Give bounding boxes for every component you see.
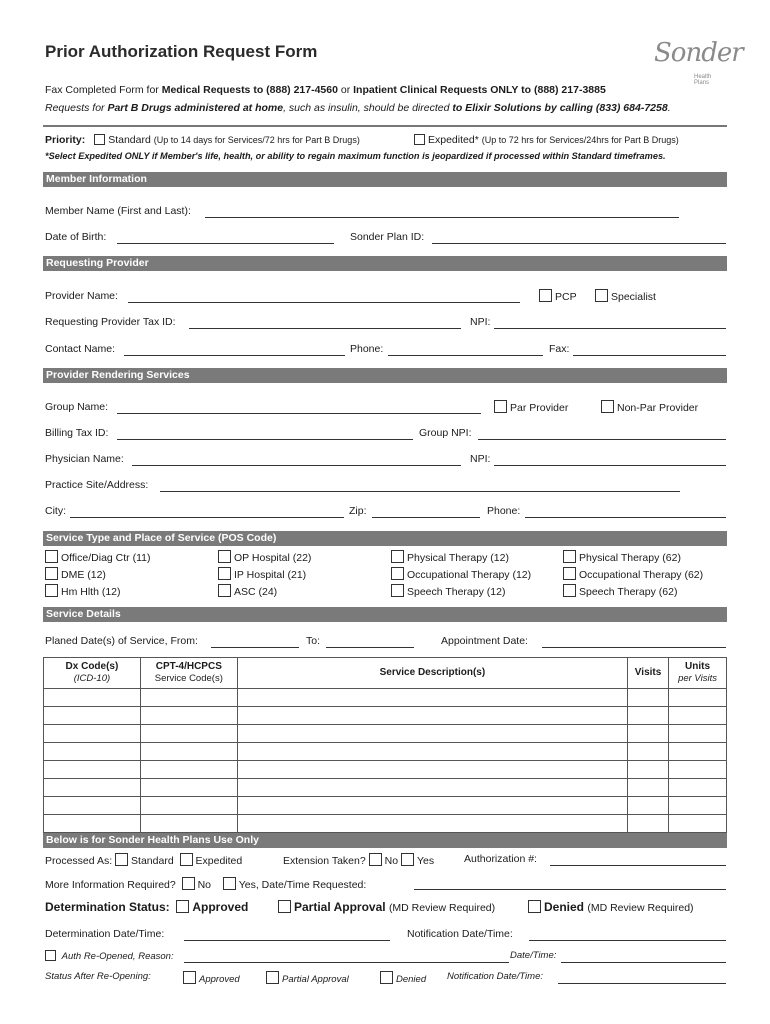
billing-tax-field[interactable]	[117, 427, 413, 440]
service-checkbox[interactable]	[218, 550, 231, 563]
reopen-partial-label: Partial Approval	[282, 974, 349, 985]
divider	[43, 125, 727, 127]
table-cell[interactable]	[669, 689, 727, 707]
fax-field[interactable]	[573, 343, 726, 356]
group-npi-field[interactable]	[478, 427, 726, 440]
reopened-checkbox[interactable]	[45, 950, 56, 961]
units-header	[669, 658, 727, 689]
service-checkbox[interactable]	[45, 550, 58, 563]
service-label: Physical Therapy (12)	[407, 552, 509, 564]
reopened-date-label: Date/Time:	[510, 950, 557, 961]
expedited-option	[414, 134, 679, 146]
status-after-label: Status After Re-Opening:	[45, 971, 151, 982]
service-col-1	[45, 550, 150, 601]
processed-standard-label: Standard	[131, 855, 174, 867]
fax-middle: or	[337, 84, 354, 96]
to-label: To:	[306, 635, 321, 647]
standard-label: Standard	[108, 134, 151, 146]
service-col-2	[218, 550, 311, 601]
service-label: ASC (24)	[234, 586, 278, 598]
more-info-row	[45, 877, 366, 891]
page-title: Prior Authorization Request Form	[45, 42, 318, 61]
specialist-checkbox[interactable]	[595, 289, 608, 302]
table-cell[interactable]	[669, 743, 727, 761]
service-label: Occupational Therapy (62)	[579, 569, 704, 581]
fax-prefix: Fax Completed Form for	[45, 84, 162, 96]
table-cell[interactable]	[237, 707, 627, 725]
provider-name-field[interactable]	[128, 290, 520, 303]
provider-name-label: Provider Name:	[45, 290, 118, 302]
table-cell[interactable]	[140, 725, 237, 743]
desc-header: Service Description(s)	[237, 658, 627, 689]
processed-row	[45, 853, 242, 867]
service-checkbox[interactable]	[563, 550, 576, 563]
reopened-label: Auth Re-Opened, Reason:	[61, 951, 174, 962]
requested-datetime-field[interactable]	[414, 877, 726, 890]
service-checkbox[interactable]	[45, 584, 58, 597]
member-section-header: Member Information	[43, 172, 727, 187]
zip-label: Zip:	[349, 505, 367, 517]
service-type-header: Service Type and Place of Service (POS Code)	[43, 531, 727, 546]
appointment-field[interactable]	[542, 635, 726, 648]
table-cell[interactable]	[628, 761, 669, 779]
reopened-reason-field[interactable]	[184, 950, 509, 963]
contact-label: Contact Name:	[45, 343, 116, 355]
service-checkbox[interactable]	[218, 584, 231, 597]
dx-header-label: Dx Code(s)	[65, 661, 119, 672]
table-cell[interactable]	[628, 779, 669, 797]
par-label: Par Provider	[510, 402, 569, 414]
par-checkbox[interactable]	[494, 400, 507, 413]
table-cell[interactable]	[237, 689, 627, 707]
reopen-approved-label: Approved	[199, 974, 240, 985]
service-checkbox[interactable]	[45, 567, 58, 580]
physician-npi-label: NPI:	[470, 453, 491, 465]
service-label: Speech Therapy (62)	[579, 586, 678, 598]
service-option	[218, 567, 311, 584]
planned-from-field[interactable]	[211, 635, 299, 648]
denied-label: Denied	[544, 900, 585, 914]
table-cell[interactable]	[140, 779, 237, 797]
service-details-header: Service Details	[43, 607, 727, 622]
plan-id-label: Sonder Plan ID:	[350, 231, 425, 243]
processed-expedited-label: Expedited	[195, 855, 243, 867]
rendering-phone-field[interactable]	[525, 505, 726, 518]
table-row	[44, 761, 727, 779]
processed-expedited-checkbox[interactable]	[180, 853, 193, 866]
table-cell[interactable]	[44, 797, 141, 815]
npi-label: NPI:	[470, 316, 491, 328]
service-table	[43, 657, 727, 833]
par-option	[494, 400, 568, 414]
sonder-logo	[650, 38, 743, 86]
pcp-checkbox[interactable]	[539, 289, 552, 302]
partb-middle: , such as insulin, should be directed	[283, 102, 453, 114]
npi-field[interactable]	[494, 316, 726, 329]
service-option	[391, 584, 531, 601]
partb-instructions	[45, 102, 671, 114]
pcp-option	[539, 289, 577, 303]
service-option	[563, 567, 703, 584]
table-cell[interactable]	[628, 815, 669, 833]
table-cell[interactable]	[140, 707, 237, 725]
table-cell[interactable]	[44, 743, 141, 761]
service-option	[45, 550, 150, 567]
physician-field[interactable]	[132, 453, 461, 466]
units-header-sub: per Visits	[678, 673, 717, 684]
service-label: Hm Hlth (12)	[61, 586, 121, 598]
table-cell[interactable]	[140, 743, 237, 761]
fax-label: Fax:	[549, 343, 570, 355]
processed-standard-checkbox[interactable]	[115, 853, 128, 866]
visits-header: Visits	[628, 658, 669, 689]
dx-header-sub: (ICD-10)	[73, 673, 111, 684]
cpt-header-sub: Service Code(s)	[154, 673, 223, 684]
site-label: Practice Site/Address:	[45, 479, 149, 491]
dob-label: Date of Birth:	[45, 231, 107, 243]
extension-no-checkbox[interactable]	[369, 853, 382, 866]
group-name-label: Group Name:	[45, 401, 109, 413]
service-checkbox[interactable]	[563, 584, 576, 597]
service-option	[218, 550, 311, 567]
table-row	[44, 797, 727, 815]
table-cell[interactable]	[44, 725, 141, 743]
tax-id-field[interactable]	[189, 316, 461, 329]
table-row	[44, 707, 727, 725]
phone-label: Phone:	[350, 343, 384, 355]
logo-word: Sonder	[654, 38, 743, 68]
table-cell[interactable]	[44, 761, 141, 779]
group-npi-label: Group NPI:	[419, 427, 472, 439]
table-row	[44, 743, 727, 761]
city-label: City:	[45, 505, 66, 517]
service-option	[563, 584, 703, 601]
more-info-no-label: No	[197, 879, 212, 891]
service-checkbox[interactable]	[391, 567, 404, 580]
dob-field[interactable]	[117, 231, 334, 244]
det-date-label: Determination Date/Time:	[45, 928, 165, 940]
auth-field[interactable]	[550, 853, 726, 866]
zip-field[interactable]	[372, 505, 480, 518]
service-col-3	[391, 550, 531, 601]
standard-note: (Up to 14 days for Services/72 hrs for Part B Drugs)	[153, 135, 360, 145]
reopen-notif-label: Notification Date/Time:	[447, 971, 544, 982]
table-cell[interactable]	[628, 707, 669, 725]
table-cell[interactable]	[140, 761, 237, 779]
more-info-label: More Information Required?	[45, 879, 176, 891]
cpt-header-label: CPT-4/HCPCS	[155, 661, 222, 672]
specialist-option	[595, 289, 656, 303]
table-cell[interactable]	[44, 815, 141, 833]
billing-tax-label: Billing Tax ID:	[45, 427, 109, 439]
service-label: Speech Therapy (12)	[407, 586, 506, 598]
service-checkbox[interactable]	[391, 550, 404, 563]
plan-id-field[interactable]	[432, 231, 726, 244]
logo-subtitle: Health Plans	[694, 74, 712, 86]
expedited-label: Expedited*	[428, 134, 479, 146]
service-checkbox[interactable]	[218, 567, 231, 580]
denied-checkbox[interactable]	[528, 900, 541, 913]
reopen-approved-option	[183, 971, 240, 985]
requesting-section-header: Requesting Provider	[43, 256, 727, 271]
reopen-denied-label: Denied	[396, 974, 427, 985]
appointment-label: Appointment Date:	[441, 635, 528, 647]
det-date-field[interactable]	[184, 928, 390, 941]
service-option	[391, 550, 531, 567]
cpt-header	[140, 658, 237, 689]
specialist-label: Specialist	[611, 291, 656, 303]
table-cell[interactable]	[237, 743, 627, 761]
reopen-partial-option	[266, 971, 349, 985]
site-field[interactable]	[160, 479, 680, 492]
member-name-field[interactable]	[205, 205, 679, 218]
pcp-label: PCP	[555, 291, 577, 303]
units-header-label: Units	[685, 661, 711, 672]
physician-npi-field[interactable]	[494, 453, 726, 466]
service-col-4	[563, 550, 703, 601]
table-cell[interactable]	[628, 743, 669, 761]
more-info-yes-label: Yes, Date/Time Requested:	[238, 879, 367, 891]
approved-checkbox[interactable]	[176, 900, 189, 913]
reopen-denied-option	[380, 971, 426, 985]
table-cell[interactable]	[669, 725, 727, 743]
table-cell[interactable]	[140, 689, 237, 707]
table-cell[interactable]	[669, 707, 727, 725]
extension-row	[283, 853, 434, 867]
table-row	[44, 815, 727, 833]
table-row	[44, 689, 727, 707]
table-cell[interactable]	[140, 797, 237, 815]
rendering-section-header: Provider Rendering Services	[43, 368, 727, 383]
contact-field[interactable]	[124, 343, 345, 356]
planned-label: Planed Date(s) of Service, From:	[45, 635, 198, 647]
service-label: Physical Therapy (62)	[579, 552, 681, 564]
planned-to-field[interactable]	[326, 635, 414, 648]
plan-use-header: Below is for Sonder Health Plans Use Only	[43, 833, 727, 848]
group-name-field[interactable]	[117, 401, 481, 414]
phone-field[interactable]	[388, 343, 543, 356]
extension-label: Extension Taken?	[283, 855, 366, 867]
table-cell[interactable]	[628, 797, 669, 815]
nonpar-option	[601, 400, 698, 414]
priority-row	[45, 134, 360, 146]
table-cell[interactable]	[669, 797, 727, 815]
denied-md-review: (MD Review Required)	[587, 902, 694, 914]
partial-approval-checkbox[interactable]	[278, 900, 291, 913]
denied-option	[528, 900, 694, 914]
nonpar-checkbox[interactable]	[601, 400, 614, 413]
determination-row	[45, 900, 248, 914]
service-label: OP Hospital (22)	[234, 552, 312, 564]
partb-end: .	[667, 102, 671, 114]
dx-header	[44, 658, 141, 689]
tax-id-label: Requesting Provider Tax ID:	[45, 316, 176, 328]
partial-approval-label: Partial Approval	[294, 900, 386, 914]
table-cell[interactable]	[44, 689, 141, 707]
partial-approval-option	[278, 900, 495, 914]
table-cell[interactable]	[237, 725, 627, 743]
table-cell[interactable]	[237, 779, 627, 797]
table-cell[interactable]	[669, 761, 727, 779]
table-row	[44, 779, 727, 797]
expedited-checkbox[interactable]	[414, 134, 425, 145]
more-info-no-checkbox[interactable]	[182, 877, 195, 890]
table-cell[interactable]	[237, 797, 627, 815]
rendering-phone-label: Phone:	[487, 505, 521, 517]
nonpar-label: Non-Par Provider	[617, 402, 699, 414]
more-info-yes-checkbox[interactable]	[223, 877, 236, 890]
reopen-denied-checkbox[interactable]	[380, 971, 393, 984]
determination-label: Determination Status:	[45, 900, 170, 914]
service-label: IP Hospital (21)	[234, 569, 307, 581]
extension-yes-label: Yes	[416, 855, 435, 867]
service-option	[218, 584, 311, 601]
service-label: Occupational Therapy (12)	[407, 569, 532, 581]
processed-label: Processed As:	[45, 855, 113, 867]
table-cell[interactable]	[669, 815, 727, 833]
service-checkbox[interactable]	[391, 584, 404, 597]
fax-medical: Medical Requests to (888) 217-4560	[161, 84, 338, 96]
reopened-option	[45, 950, 174, 962]
service-option	[563, 550, 703, 567]
table-cell[interactable]	[44, 707, 141, 725]
table-cell[interactable]	[669, 779, 727, 797]
reopen-partial-checkbox[interactable]	[266, 971, 279, 984]
partb-drugs: Part B Drugs administered at home	[107, 102, 284, 114]
service-checkbox[interactable]	[563, 567, 576, 580]
partb-elixir: to Elixir Solutions by calling (833) 684-7258	[452, 102, 668, 114]
city-field[interactable]	[70, 505, 344, 518]
table-header-row	[44, 658, 727, 689]
standard-checkbox[interactable]	[94, 134, 105, 145]
table-cell[interactable]	[628, 689, 669, 707]
member-name-label: Member Name (First and Last):	[45, 205, 191, 217]
priority-label: Priority:	[45, 134, 86, 146]
service-option	[45, 567, 150, 584]
extension-no-label: No	[384, 855, 399, 867]
approved-label: Approved	[192, 900, 249, 914]
partial-md-review: (MD Review Required)	[388, 902, 496, 914]
auth-label: Authorization #:	[464, 853, 537, 865]
fax-instructions	[45, 84, 606, 96]
reopen-notif-field[interactable]	[558, 971, 726, 984]
extension-yes-checkbox[interactable]	[401, 853, 414, 866]
reopened-date-field[interactable]	[561, 950, 726, 963]
service-option	[391, 567, 531, 584]
table-cell[interactable]	[237, 761, 627, 779]
physician-label: Physician Name:	[45, 453, 124, 465]
table-cell[interactable]	[628, 725, 669, 743]
table-cell[interactable]	[237, 815, 627, 833]
table-row	[44, 725, 727, 743]
notif-date-label: Notification Date/Time:	[407, 928, 513, 940]
service-label: Office/Diag Ctr (11)	[61, 552, 151, 564]
partb-prefix: Requests for	[45, 102, 108, 114]
service-label: DME (12)	[61, 569, 106, 581]
expedited-warning: *Select Expedited ONLY if Member's life, health, or ability to regain maximum function is jeopardized if processed within Standard timeframes.	[45, 151, 666, 161]
table-cell[interactable]	[44, 779, 141, 797]
expedited-note: (Up to 72 hrs for Services/24hrs for Part B Drugs)	[481, 135, 679, 145]
service-option	[45, 584, 150, 601]
reopen-approved-checkbox[interactable]	[183, 971, 196, 984]
table-cell[interactable]	[140, 815, 237, 833]
notif-date-field[interactable]	[529, 928, 726, 941]
fax-inpatient: Inpatient Clinical Requests ONLY to (888) 217-3885	[353, 84, 606, 96]
